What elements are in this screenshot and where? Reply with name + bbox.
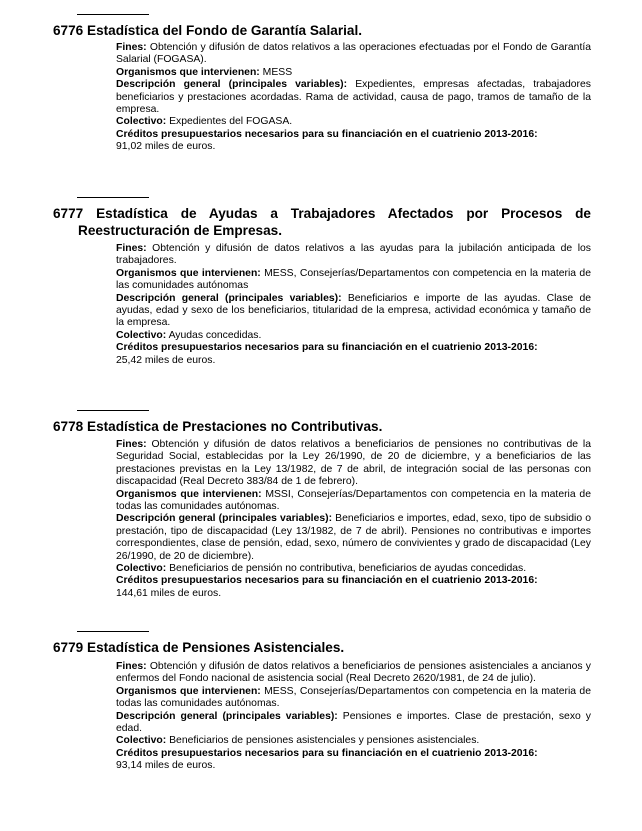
colectivo-paragraph <box>116 116 591 128</box>
section-divider <box>77 631 149 632</box>
section-divider <box>77 14 149 15</box>
organismos-text: MSSI, Consejerías/Departamentos con competencia en la materia de todas las comunidades autónomas. <box>116 488 591 513</box>
descripcion-text: Beneficiarios e importes, edad, sexo, tipo de subsidio o prestación, tipo de discapacidad (Ley 13/1982, de 7 de abril). Pensiones no contributivas e importes correspondientes, clase de pensión, edad, sexo, número de convivientes y grado de discapacidad (Ley 26/1990, de 20 de diciembre). <box>116 513 592 562</box>
descripcion-text: Beneficiarios e importe de las ayudas. Clase de ayudas, edad y sexo de los beneficiarios, titularidad de la empresa, actividad económica y tamaño de la empresa. <box>116 292 592 329</box>
section-title-line-1: 6777 Estadística de Ayudas a Trabajadores Afectados por Procesos de <box>53 206 591 221</box>
descripcion-label: Descripción general (principales variables): <box>116 292 342 304</box>
section-divider <box>77 197 149 198</box>
fines-text: Obtención y difusión de datos relativos a beneficiarios de pensiones no contributivas de la Seguridad Social, establecidas por la Ley 26/1990, de 20 de diciembre, y a beneficiarios de las prestaciones previstas en la Ley 13/1982, de 7 de abril, de integración social de las personas con discapacidad (Real Decreto 383/84 de 1 de febrero). <box>116 439 591 488</box>
fines-text: Obtención y difusión de datos relativos a beneficiarios de pensiones asistenciales a ancianos y enfermos del Fondo nacional de asistencia social (Real Decreto 2620/1981, de 24 de julio). <box>116 661 591 685</box>
creditos-label: Créditos presupuestarios necesarios para su financiación en el cuatrienio 2013-2016: <box>116 747 538 759</box>
colectivo-paragraph <box>116 330 591 342</box>
colectivo-text: Expedientes del FOGASA. <box>169 116 293 128</box>
fines-label: Fines: <box>116 439 147 450</box>
fines-label: Fines: <box>116 42 147 53</box>
fines-label: Fines: <box>116 243 147 254</box>
creditos-label: Créditos presupuestarios necesarios para su financiación en el cuatrienio 2013-2016: <box>116 575 538 587</box>
descripcion-label: Descripción general (principales variables): <box>116 79 348 91</box>
descripcion-label: Descripción general (principales variables): <box>116 710 338 722</box>
fines-paragraph <box>116 243 591 268</box>
creditos-value: 93,14 miles de euros. <box>116 760 216 772</box>
fines-paragraph <box>116 439 591 489</box>
descripcion-text: Expedientes, empresas afectadas, trabajadores beneficiarios y prestaciones acordadas. Rama de actividad, causa de pago, tramos de tamaño de la empresa. <box>116 79 591 116</box>
organismos-text: MESS, Consejerías/Departamentos con competencia en la materia de las comunidades autónomas <box>116 267 591 292</box>
colectivo-label: Colectivo: <box>116 116 167 128</box>
colectivo-label: Colectivo: <box>116 329 167 341</box>
colectivo-label: Colectivo: <box>116 735 167 747</box>
section-divider <box>77 410 149 411</box>
descripcion-label: Descripción general (principales variables): <box>116 513 333 525</box>
colectivo-text: Beneficiarios de pensiones asistenciales y pensiones asistenciales. <box>169 735 480 747</box>
section-title <box>53 205 591 239</box>
section-title: 6779 Estadística de Pensiones Asistenciales. <box>53 640 345 655</box>
organismos-label: Organismos que intervienen: <box>116 685 261 697</box>
organismos-label: Organismos que intervienen: <box>116 66 260 78</box>
organismos-paragraph <box>116 686 591 711</box>
colectivo-text: Ayudas concedidas. <box>168 329 262 341</box>
creditos-value: 144,61 miles de euros. <box>116 587 222 599</box>
descripcion-paragraph <box>116 293 591 330</box>
section-body <box>116 439 591 600</box>
section-body <box>116 661 591 773</box>
colectivo-label: Colectivo: <box>116 563 167 575</box>
descripcion-paragraph <box>116 711 591 736</box>
section-body <box>116 243 591 367</box>
colectivo-paragraph <box>116 735 591 747</box>
section-title: 6776 Estadística del Fondo de Garantía Salarial. <box>53 23 362 38</box>
fines-text: Obtención y difusión de datos relativos a las ayudas para la jubilación anticipada de los trabajadores. <box>116 243 591 267</box>
section-title: 6778 Estadística de Prestaciones no Contributivas. <box>53 419 383 434</box>
section-body <box>116 42 591 154</box>
fines-label: Fines: <box>116 661 147 672</box>
descripcion-text: Pensiones e importes. Clase de prestación, sexo y edad. <box>116 710 591 735</box>
organismos-text: MESS, Consejerías/Departamentos con competencia en la materia de todas las comunidades autónomas. <box>116 685 591 710</box>
creditos-value: 25,42 miles de euros. <box>116 354 216 366</box>
descripcion-paragraph <box>116 79 591 116</box>
creditos-label: Créditos presupuestarios necesarios para su financiación en el cuatrienio 2013-2016: <box>116 342 538 354</box>
fines-paragraph <box>116 42 591 67</box>
colectivo-paragraph <box>116 563 591 575</box>
organismos-paragraph <box>116 67 591 79</box>
section-title-line-2: Reestructuración de Empresas. <box>78 223 282 238</box>
fines-paragraph <box>116 661 591 686</box>
organismos-text: MESS <box>262 66 293 78</box>
creditos-value: 91,02 miles de euros. <box>116 141 216 153</box>
descripcion-paragraph <box>116 513 591 563</box>
organismos-paragraph <box>116 268 591 293</box>
organismos-paragraph <box>116 489 591 514</box>
fines-text: Obtención y difusión de datos relativos a las operaciones efectuadas por el Fondo de Garantía Salarial (FOGASA). <box>116 42 592 66</box>
creditos-label: Créditos presupuestarios necesarios para su financiación en el cuatrienio 2013-2016: <box>116 128 538 140</box>
colectivo-text: Beneficiarios de pensión no contributiva, beneficiarios de ayudas concedidas. <box>169 563 527 575</box>
organismos-label: Organismos que intervienen: <box>116 488 262 500</box>
organismos-label: Organismos que intervienen: <box>116 267 261 279</box>
